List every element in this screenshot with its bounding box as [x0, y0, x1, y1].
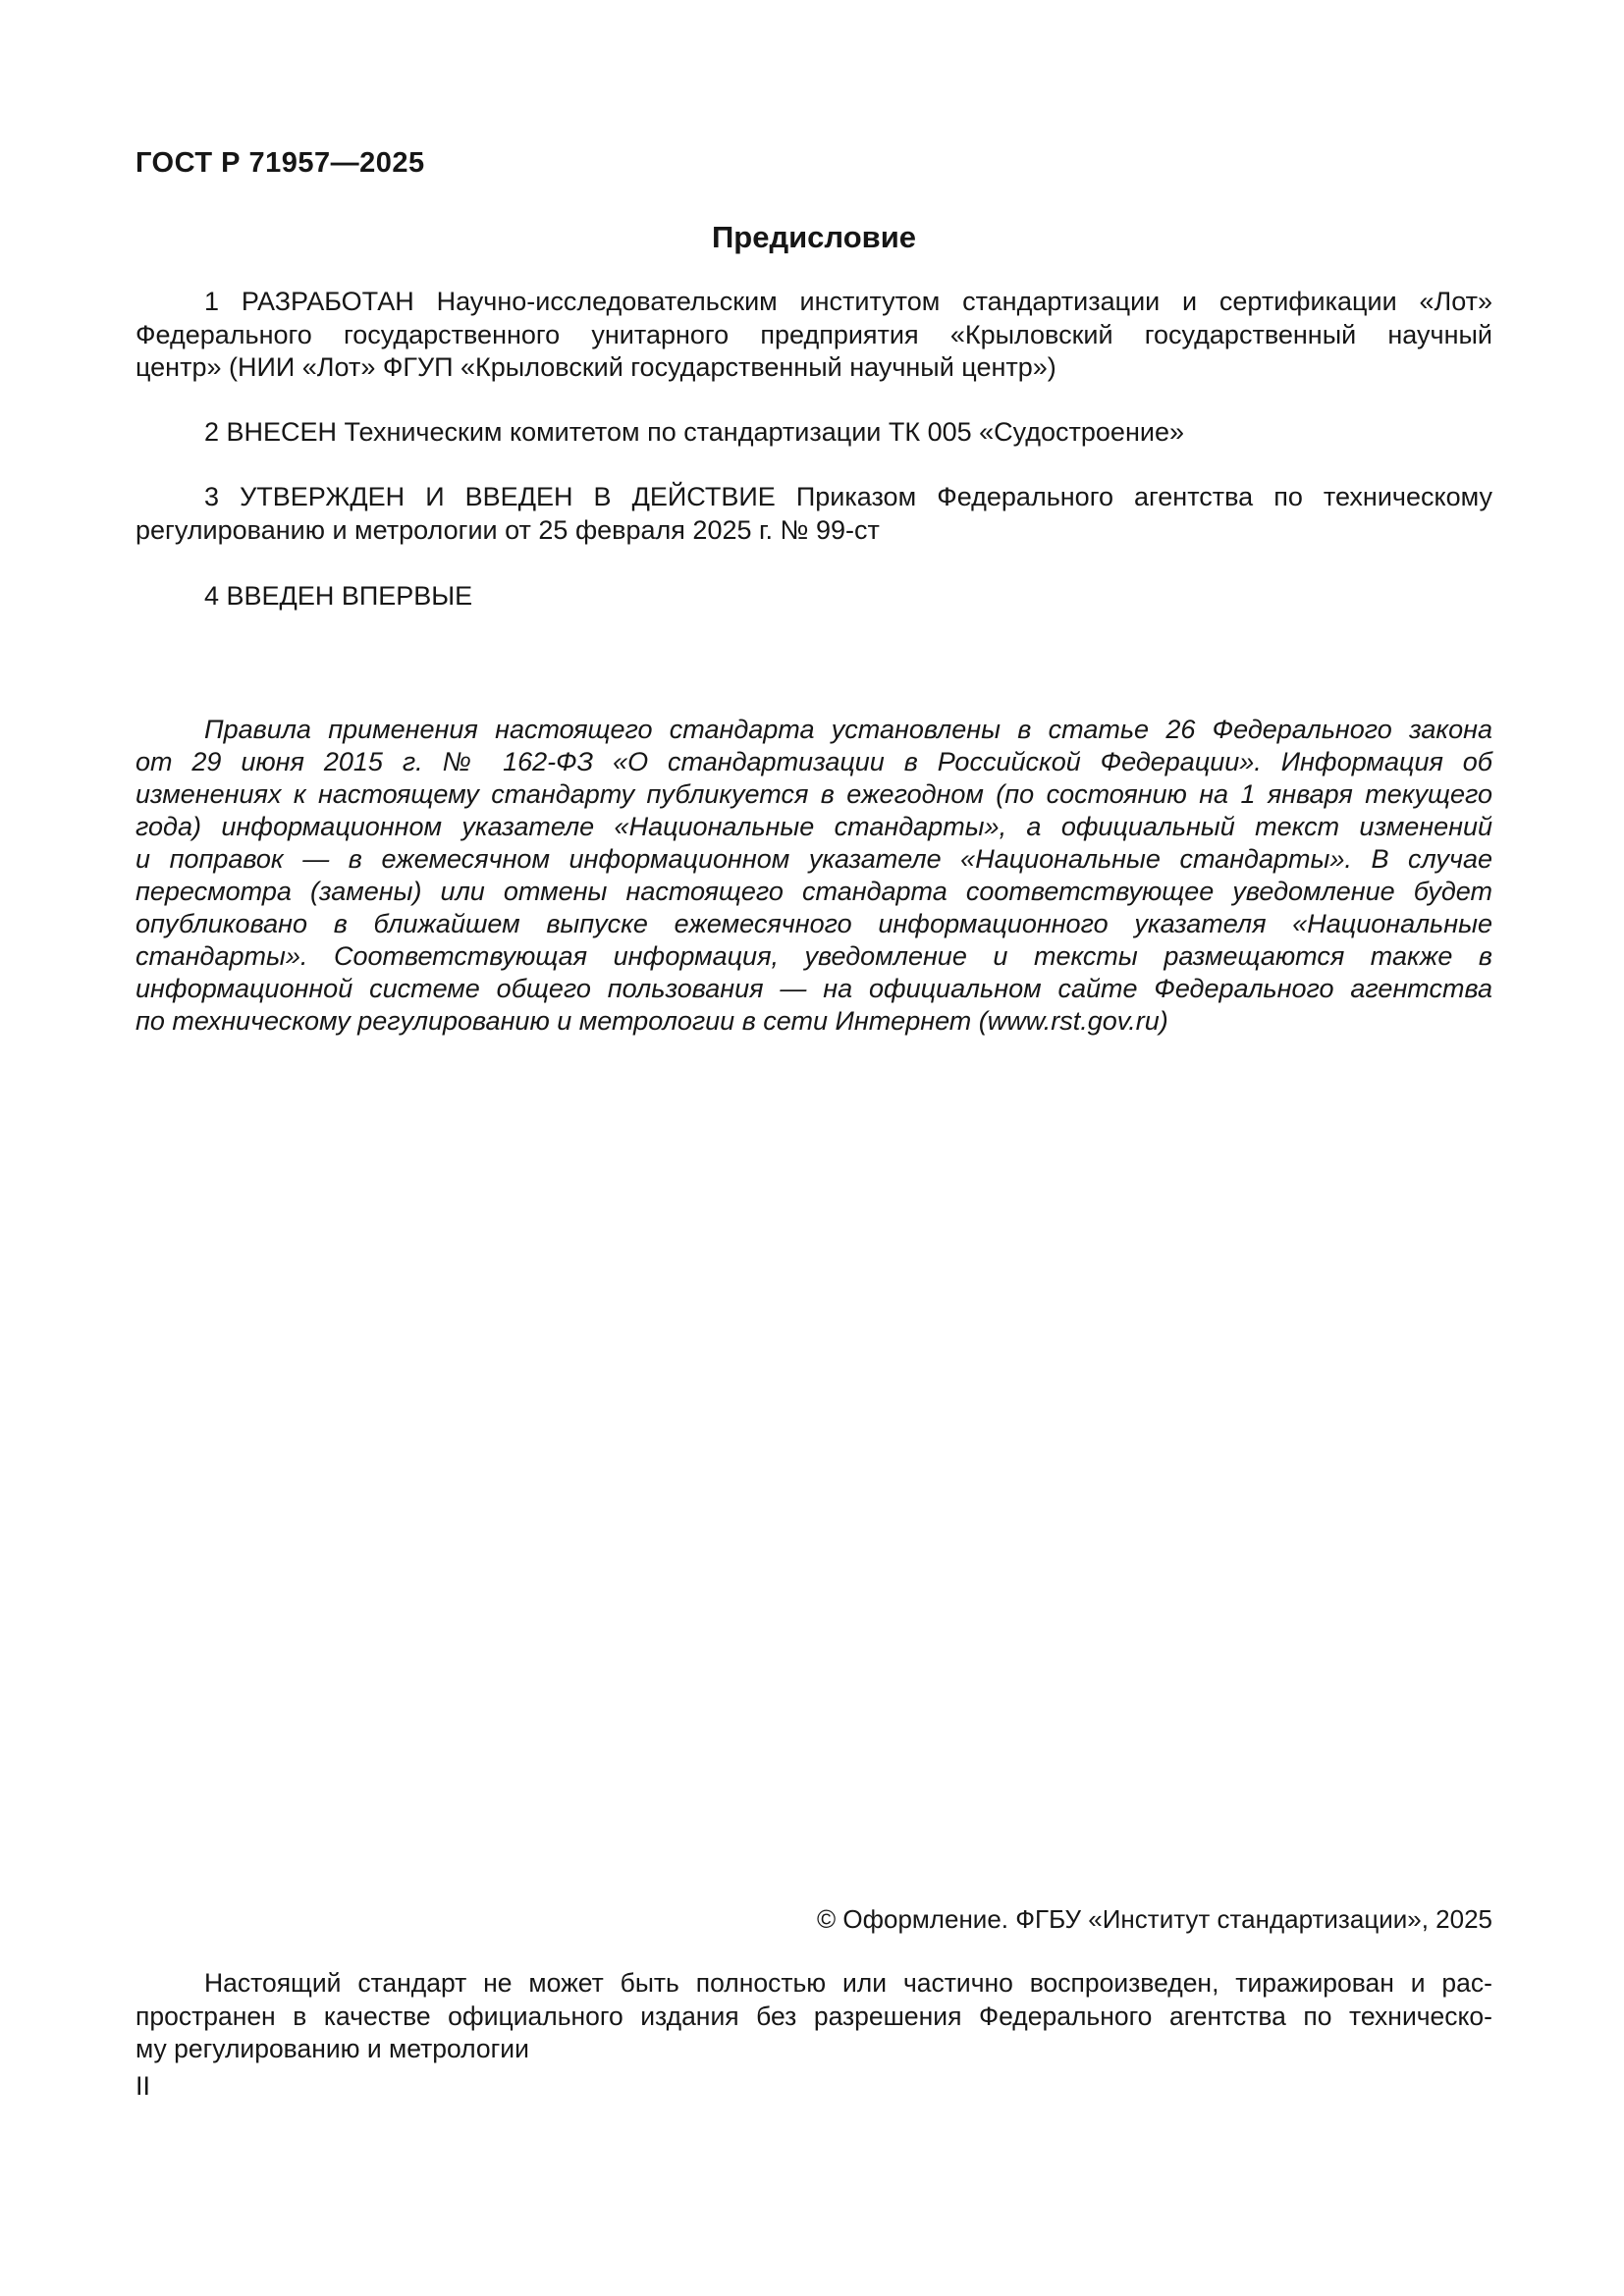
foreword-item-2: [135, 416, 1492, 450]
rules-note-line: изменениях к настоящему стандарту публикуется в ежегодном (по состоянию на 1 января текущего: [135, 779, 1492, 809]
rules-note-line: Правила применения настоящего стандарта установлены в статье 26 Федерального закона: [204, 715, 1492, 744]
foreword-item-4-line: 4 ВВЕДЕН ВПЕРВЫЕ: [204, 581, 473, 611]
copyright-line: © Оформление. ФГБУ «Институт стандартизации», 2025: [817, 1904, 1492, 1934]
restriction-line: пространен в качестве официального издания без разрешения Федерального агентства по техническо-: [135, 2001, 1492, 2031]
doc-code-header: ГОСТ Р 71957—2025: [135, 147, 425, 179]
foreword-item-2-line: 2 ВНЕСЕН Техническим комитетом по стандартизации ТК 005 «Судостроение»: [204, 417, 1184, 447]
rules-note-line: стандарты». Соответствующая информация, уведомление и тексты размещаются также в: [135, 941, 1492, 971]
foreword-item-1-line: Федерального государственного унитарного предприятия «Крыловский государственный научный: [135, 319, 1492, 349]
rules-note-line: года) информационном указателе «Национальные стандарты», а официальный текст изменений: [135, 812, 1492, 841]
application-rules-note: [135, 714, 1492, 1038]
reproduction-restriction: [135, 1967, 1492, 2066]
foreword-item-1: [135, 286, 1492, 385]
rules-note-line: опубликовано в ближайшем выпуске ежемесячного информационного указателя «Национальные: [135, 909, 1492, 938]
foreword-item-3-line: регулированию и метрологии от 25 февраля 2025 г. № 99-ст: [135, 514, 880, 545]
rules-note-line: по техническому регулированию и метрологии в сети Интернет (www.rst.gov.ru): [135, 1006, 1168, 1036]
rules-note-line: пересмотра (замены) или отмены настоящего стандарта соответствующее уведомление будет: [135, 877, 1492, 906]
foreword-item-4: [135, 580, 1492, 614]
foreword-item-1-line: 1 РАЗРАБОТАН Научно-исследовательским институтом стандартизации и сертификации «Лот»: [204, 287, 1492, 316]
restriction-line: му регулированию и метрологии: [135, 2034, 529, 2063]
restriction-line: Настоящий стандарт не может быть полностью или частично воспроизведен, тиражирован и рас-: [204, 1968, 1492, 1998]
page-number: II: [135, 2071, 151, 2101]
rules-note-line: от 29 июня 2015 г. № 162-ФЗ «О стандартизации в Российской Федерации». Информация об: [135, 747, 1492, 776]
page-title: Предисловие: [711, 220, 916, 254]
foreword-item-1-line: центр» (НИИ «Лот» ФГУП «Крыловский государственный научный центр»): [135, 352, 1056, 382]
rules-note-line: и поправок — в ежемесячном информационном указателе «Национальные стандарты». В случае: [135, 844, 1492, 874]
foreword-item-3: [135, 481, 1492, 547]
rules-note-line: информационной системе общего пользования — на официальном сайте Федерального агентства: [135, 974, 1492, 1003]
foreword-item-3-line: 3 УТВЕРЖДЕН И ВВЕДЕН В ДЕЙСТВИЕ Приказом Федерального агентства по техническому: [204, 482, 1492, 511]
